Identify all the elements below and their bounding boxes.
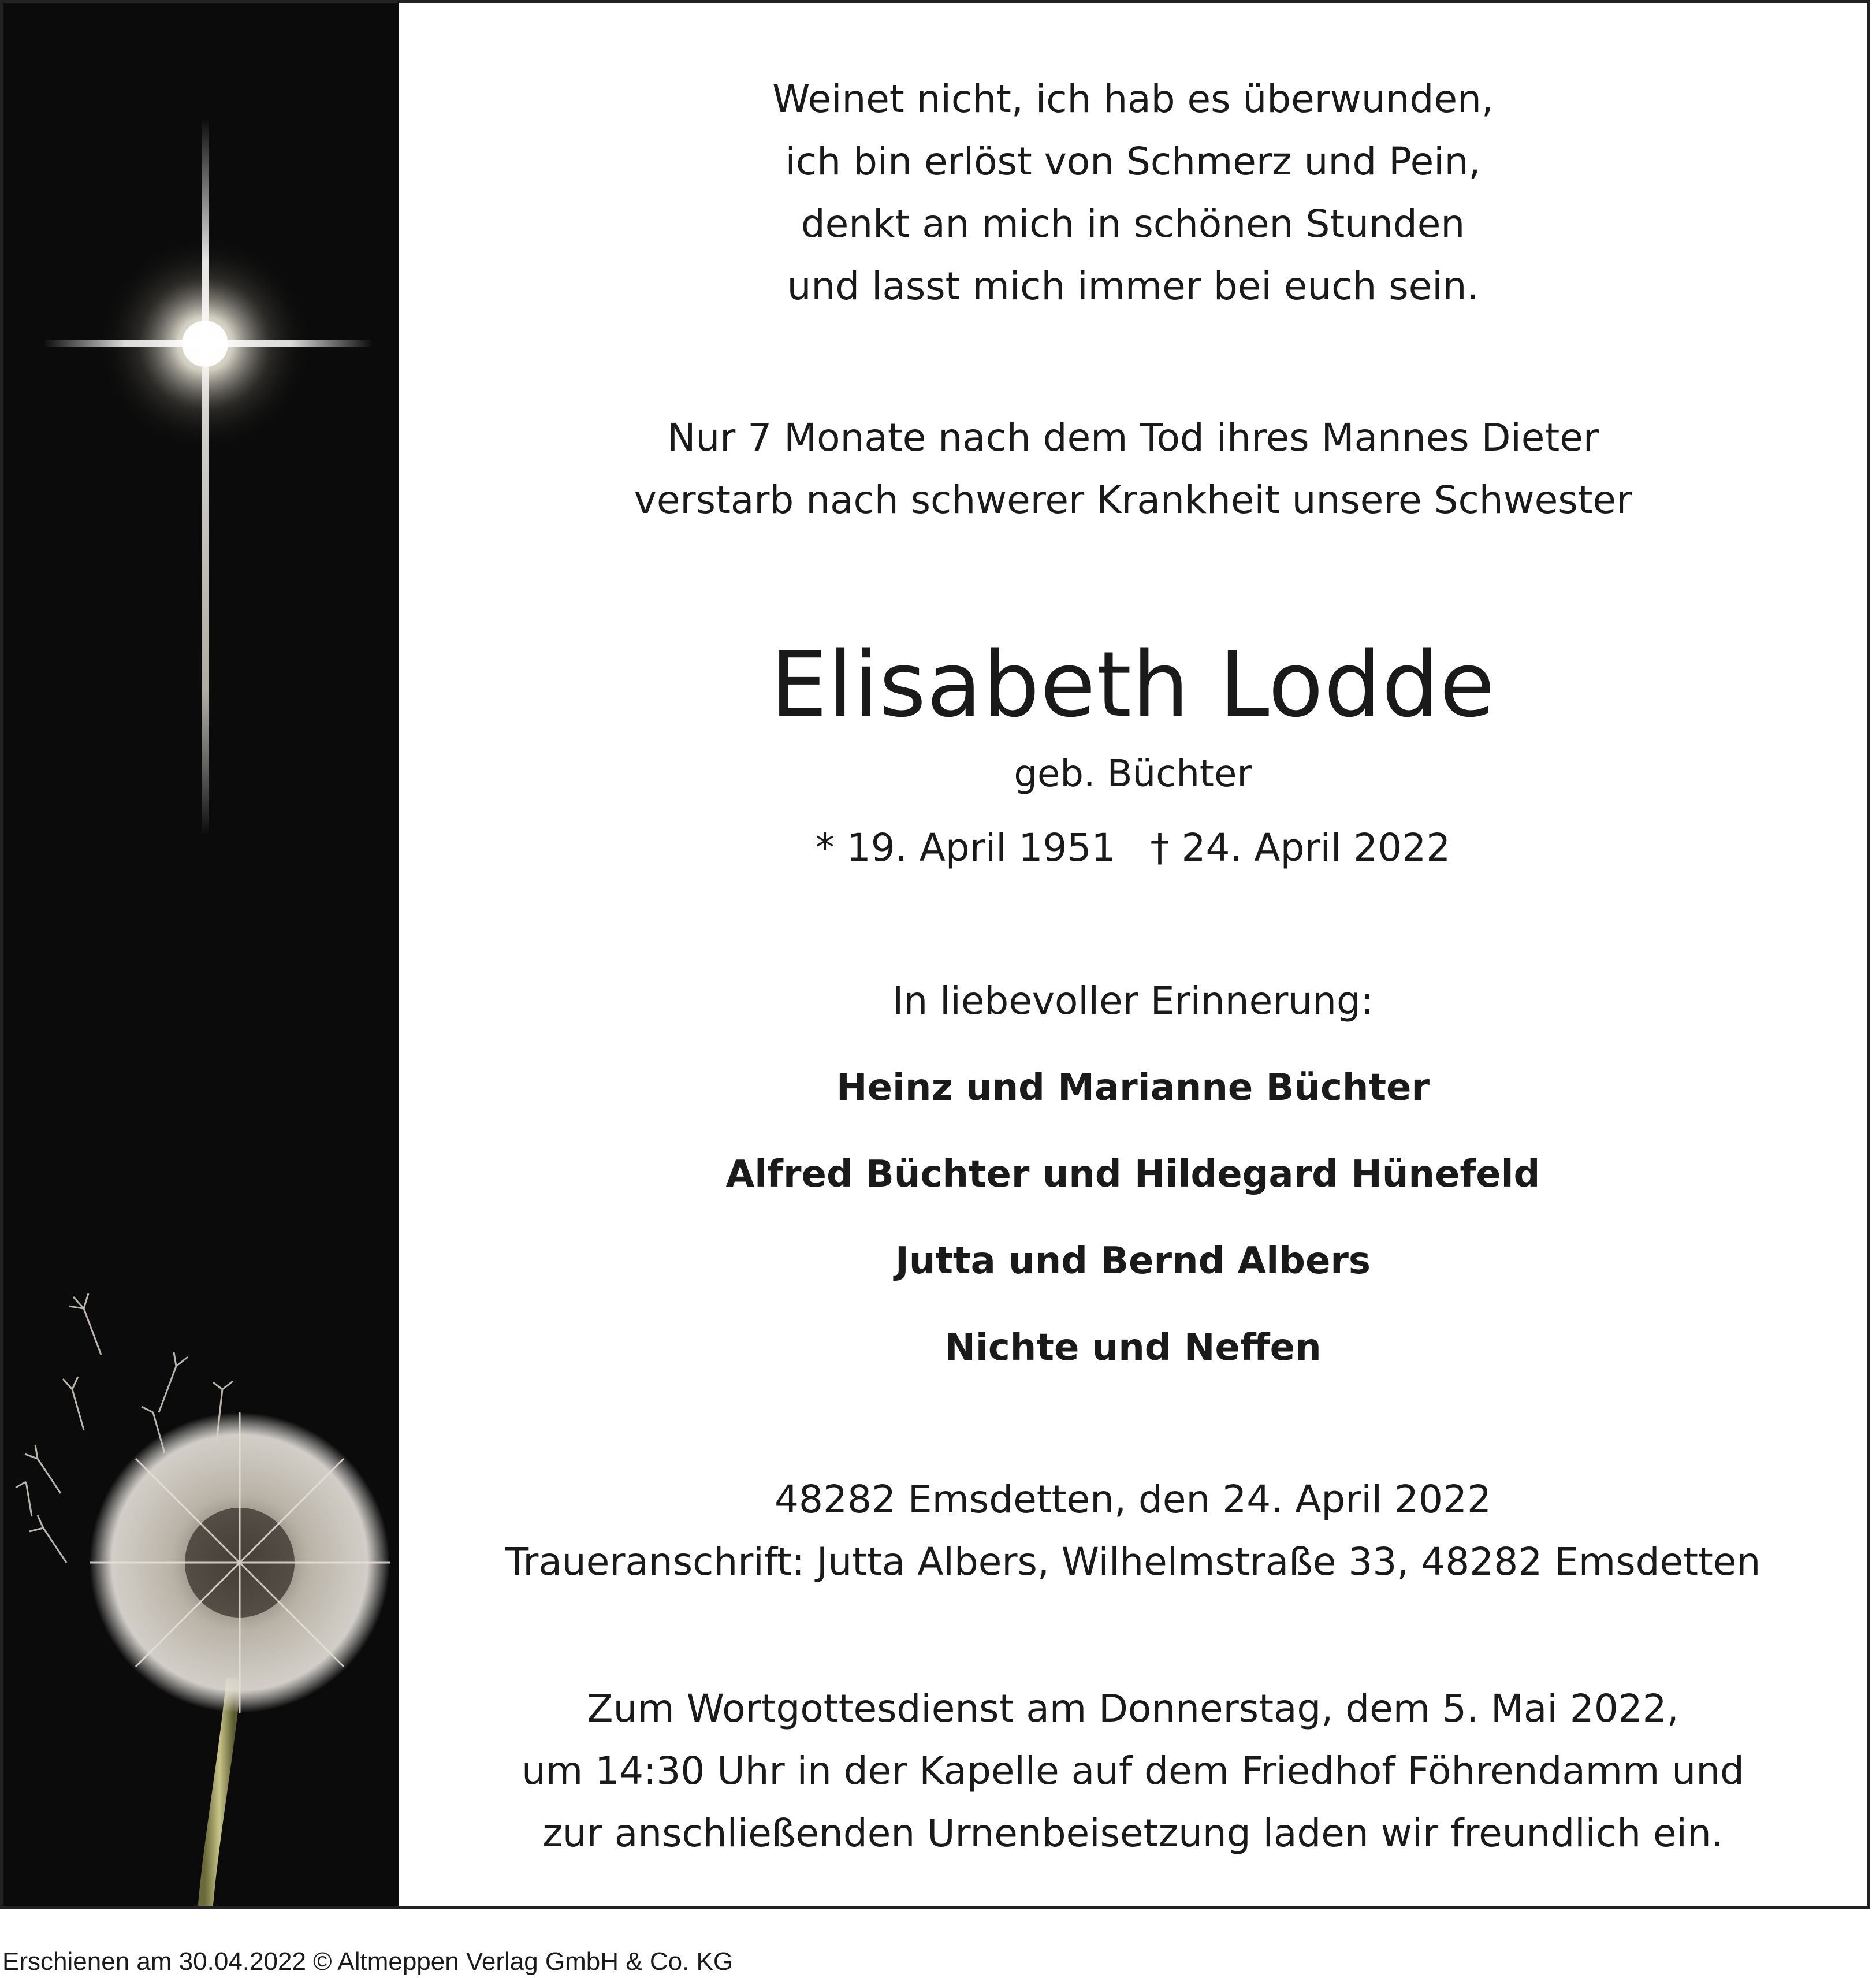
place-date-line: 48282 Emsdetten, den 24. April 2022 <box>774 1477 1491 1522</box>
mourner-name: Heinz und Marianne Büchter <box>836 1066 1430 1109</box>
notice-text-area <box>399 3 1867 1906</box>
remembrance-heading: In liebevoller Erinnerung: <box>892 979 1374 1023</box>
intro-line: Nur 7 Monate nach dem Tod ihres Mannes Dieter <box>667 415 1599 460</box>
mourner-name: Jutta und Bernd Albers <box>895 1240 1371 1282</box>
mourner-name: Nichte und Neffen <box>944 1326 1322 1369</box>
decorative-side-panel <box>3 3 399 1906</box>
deceased-name: Elisabeth Lodde <box>770 632 1496 737</box>
life-dates <box>399 822 1867 874</box>
service-line: um 14:30 Uhr in der Kapelle auf dem Friedhof Föhrendamm und <box>522 1749 1744 1793</box>
publication-footer: Erschienen am 30.04.2022 © Altmeppen Verlag GmbH & Co. KG <box>2 1947 734 1976</box>
service-line: Zum Wortgottesdienst am Donnerstag, dem 5. Mai 2022, <box>587 1686 1679 1731</box>
death-date: † 24. April 2022 <box>1150 826 1451 870</box>
mourning-address: Traueranschrift: Jutta Albers, Wilhelmstraße 33, 48282 Emsdetten <box>505 1540 1761 1584</box>
verse-line: Weinet nicht, ich hab es überwunden, <box>772 77 1494 121</box>
birth-date: * 19. April 1951 <box>815 826 1116 870</box>
intro-line: verstarb nach schwerer Krankheit unsere Schwester <box>634 478 1632 522</box>
dandelion-image <box>16 1293 390 1906</box>
verse-line: denkt an mich in schönen Stunden <box>801 202 1465 246</box>
maiden-name: geb. Büchter <box>1014 753 1252 795</box>
verse-line: ich bin erlöst von Schmerz und Pein, <box>785 139 1481 184</box>
glowing-cross-image <box>43 118 373 835</box>
mourner-name: Alfred Büchter und Hildegard Hünefeld <box>725 1153 1540 1196</box>
service-line: zur anschließenden Urnenbeisetzung laden wir freundlich ein. <box>542 1811 1724 1856</box>
side-panel-artwork <box>3 3 399 1906</box>
verse-line: und lasst mich immer bei euch sein. <box>787 264 1479 308</box>
